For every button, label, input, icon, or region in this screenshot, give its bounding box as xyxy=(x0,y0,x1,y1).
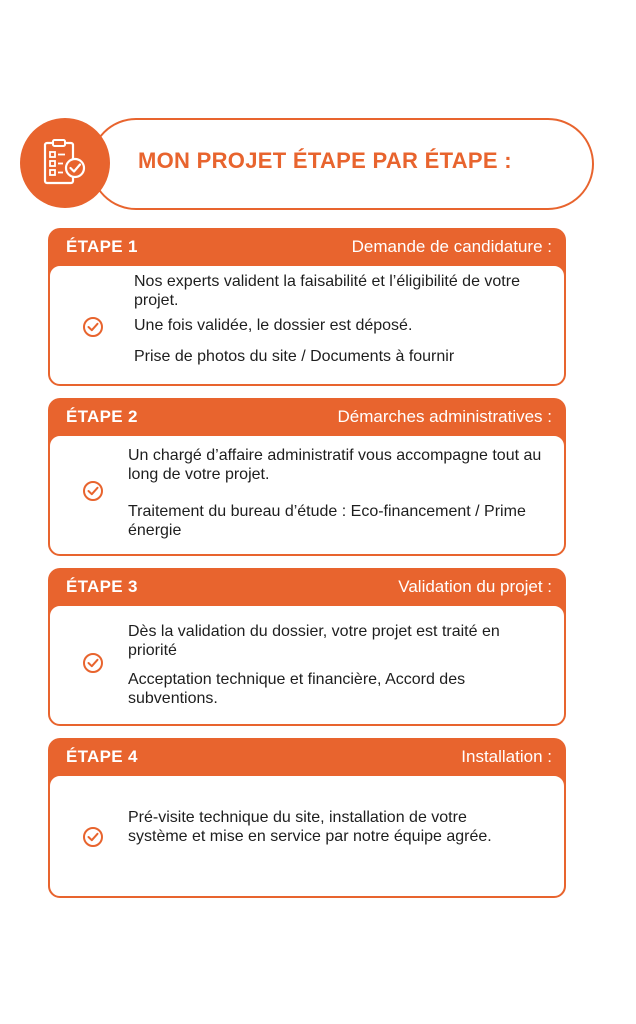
step-title: Demande de candidature : xyxy=(351,237,552,256)
step-label: ÉTAPE 3 xyxy=(66,577,138,596)
step-card xyxy=(48,604,566,726)
step-paragraph: Acceptation technique et financière, Accord des subventions. xyxy=(128,671,466,707)
step-label: ÉTAPE 2 xyxy=(66,407,138,426)
step-body xyxy=(128,808,508,846)
step-3 xyxy=(48,568,566,726)
step-2 xyxy=(48,398,566,556)
header-icon-badge xyxy=(20,118,110,208)
step-body xyxy=(128,622,528,708)
step-card xyxy=(48,774,566,898)
check-circle-icon xyxy=(82,652,104,674)
step-paragraph: Un chargé d’affaire administratif vous accompagne tout au long de votre projet. xyxy=(128,447,542,483)
step-title: Installation : xyxy=(461,747,552,766)
check-circle-icon xyxy=(82,826,104,848)
step-title: Démarches administratives : xyxy=(337,407,552,426)
check-circle-icon xyxy=(82,480,104,502)
page-header xyxy=(20,118,594,208)
step-paragraph: Une fois validée, le dossier est déposé. xyxy=(134,317,413,334)
step-title: Validation du projet : xyxy=(398,577,552,596)
step-4 xyxy=(48,738,566,898)
page-title: MON PROJET ÉTAPE PAR ÉTAPE : xyxy=(138,148,512,173)
step-label: ÉTAPE 4 xyxy=(66,747,138,766)
step-body xyxy=(134,272,558,366)
step-card xyxy=(48,264,566,386)
step-paragraph: Pré-visite technique du site, installation de votre système et mise en service par notre équipe agrée. xyxy=(128,809,492,845)
step-paragraph: Prise de photos du site / Documents à fournir xyxy=(134,348,455,365)
step-paragraph: Nos experts valident la faisabilité et l’éligibilité de votre projet. xyxy=(134,273,520,309)
step-body xyxy=(128,446,552,540)
step-label: ÉTAPE 1 xyxy=(66,237,138,256)
step-card xyxy=(48,434,566,556)
checklist-icon xyxy=(42,138,88,188)
step-paragraph: Dès la validation du dossier, votre projet est traité en priorité xyxy=(128,623,500,659)
step-paragraph: Traitement du bureau d’étude : Eco-financement / Prime énergie xyxy=(128,503,526,539)
step-1 xyxy=(48,228,566,386)
check-circle-icon xyxy=(82,316,104,338)
